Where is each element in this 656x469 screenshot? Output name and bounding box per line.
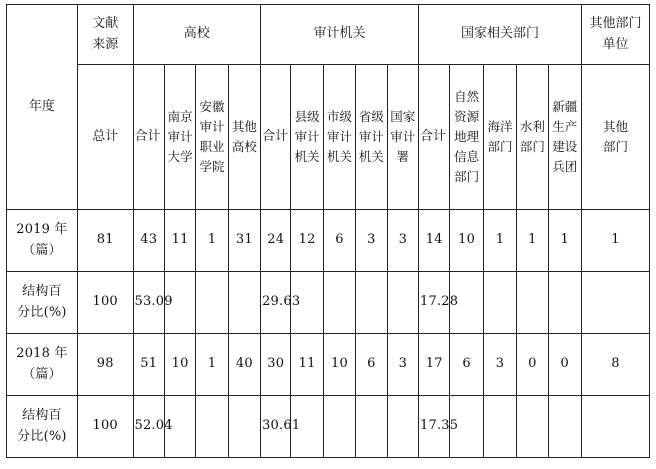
header-year: 年度 [7,5,78,210]
header-audit-agencies: 审计机关 [261,5,419,65]
table-row [7,272,650,334]
cell-national-audit: 3 [387,210,418,272]
empty-cell [582,272,650,334]
row-label: 结构百 分比(%) [7,272,78,334]
empty-cell [517,272,548,334]
cell-water: 0 [517,334,548,396]
cell-other-univ: 31 [228,210,260,272]
header-other-univ: 其他 高校 [228,65,260,210]
cell-total: 100 [77,396,133,458]
cell-uni-total: 51 [133,334,164,396]
cell-audit-total: 24 [261,210,291,272]
empty-cell [387,272,418,334]
empty-cell [548,396,581,458]
cell-uni-percent: 53.09 [133,272,164,334]
header-natural-resources: 自然 资源 地理 信息 部门 [450,65,483,210]
cell-total: 98 [77,334,133,396]
header-anhui-audit: 安徽 审计 职业 学院 [196,65,228,210]
cell-nat-total: 17 [419,334,450,396]
header-province-audit: 省级 审计 机关 [356,65,387,210]
header-xinjiang: 新疆 生产 建设 兵团 [548,65,581,210]
header-national-audit: 国家 审计 署 [387,65,418,210]
empty-cell [196,272,228,334]
cell-audit-percent: 29.63 [261,272,291,334]
cell-ocean: 1 [483,210,516,272]
cell-anhui-audit: 1 [196,334,228,396]
cell-xinjiang: 1 [548,210,581,272]
cell-natural-resources: 6 [450,334,483,396]
cell-nanjing-audit: 10 [164,334,195,396]
empty-cell [356,396,387,458]
cell-nat-percent: 17.35 [419,396,450,458]
empty-cell [323,272,355,334]
cell-uni-total: 43 [133,210,164,272]
empty-cell [323,396,355,458]
empty-cell [387,396,418,458]
cell-audit-total: 30 [261,334,291,396]
cell-city-audit: 10 [323,334,355,396]
header-other-depts: 其他 部门 [582,65,650,210]
cell-county-audit: 12 [291,210,323,272]
cell-county-audit: 11 [291,334,323,396]
empty-cell [196,396,228,458]
cell-total: 81 [77,210,133,272]
cell-other-univ: 40 [228,334,260,396]
header-audit-total: 合计 [261,65,291,210]
cell-water: 1 [517,210,548,272]
empty-cell [517,396,548,458]
row-label: 2018 年 （篇） [7,334,78,396]
header-universities: 高校 [133,5,261,65]
cell-natural-resources: 10 [450,210,483,272]
cell-province-audit: 6 [356,334,387,396]
empty-cell [356,272,387,334]
empty-cell [228,272,260,334]
table-row [7,210,650,272]
cell-total: 100 [77,272,133,334]
cell-anhui-audit: 1 [196,210,228,272]
table-row [7,396,650,458]
empty-cell [228,396,260,458]
cell-uni-percent: 52.04 [133,396,164,458]
empty-cell [548,272,581,334]
header-city-audit: 市级 审计 机关 [323,65,355,210]
header-water: 水利 部门 [517,65,548,210]
header-uni-total: 合计 [133,65,164,210]
empty-cell [483,272,516,334]
empty-cell [582,396,650,458]
cell-other-units: 8 [582,334,650,396]
cell-national-audit: 3 [387,334,418,396]
cell-nat-total: 14 [419,210,450,272]
cell-ocean: 3 [483,334,516,396]
header-nanjing-audit: 南京 审计 大学 [164,65,195,210]
header-national-depts: 国家相关部门 [419,5,582,65]
header-county-audit: 县级 审计 机关 [291,65,323,210]
header-other-units: 其他部门 单位 [582,5,650,65]
cell-province-audit: 3 [356,210,387,272]
row-label: 2019 年 （篇） [7,210,78,272]
cell-nanjing-audit: 11 [164,210,195,272]
cell-other-units: 1 [582,210,650,272]
row-label: 结构百 分比(%) [7,396,78,458]
header-total: 总计 [77,65,133,210]
cell-nat-percent: 17.28 [419,272,450,334]
table-row [7,334,650,396]
cell-xinjiang: 0 [548,334,581,396]
header-nat-total: 合计 [419,65,450,210]
cell-audit-percent: 30.61 [261,396,291,458]
header-ocean: 海洋 部门 [483,65,516,210]
cell-city-audit: 6 [323,210,355,272]
statistics-table [6,4,650,458]
header-source: 文献 来源 [77,5,133,65]
empty-cell [483,396,516,458]
